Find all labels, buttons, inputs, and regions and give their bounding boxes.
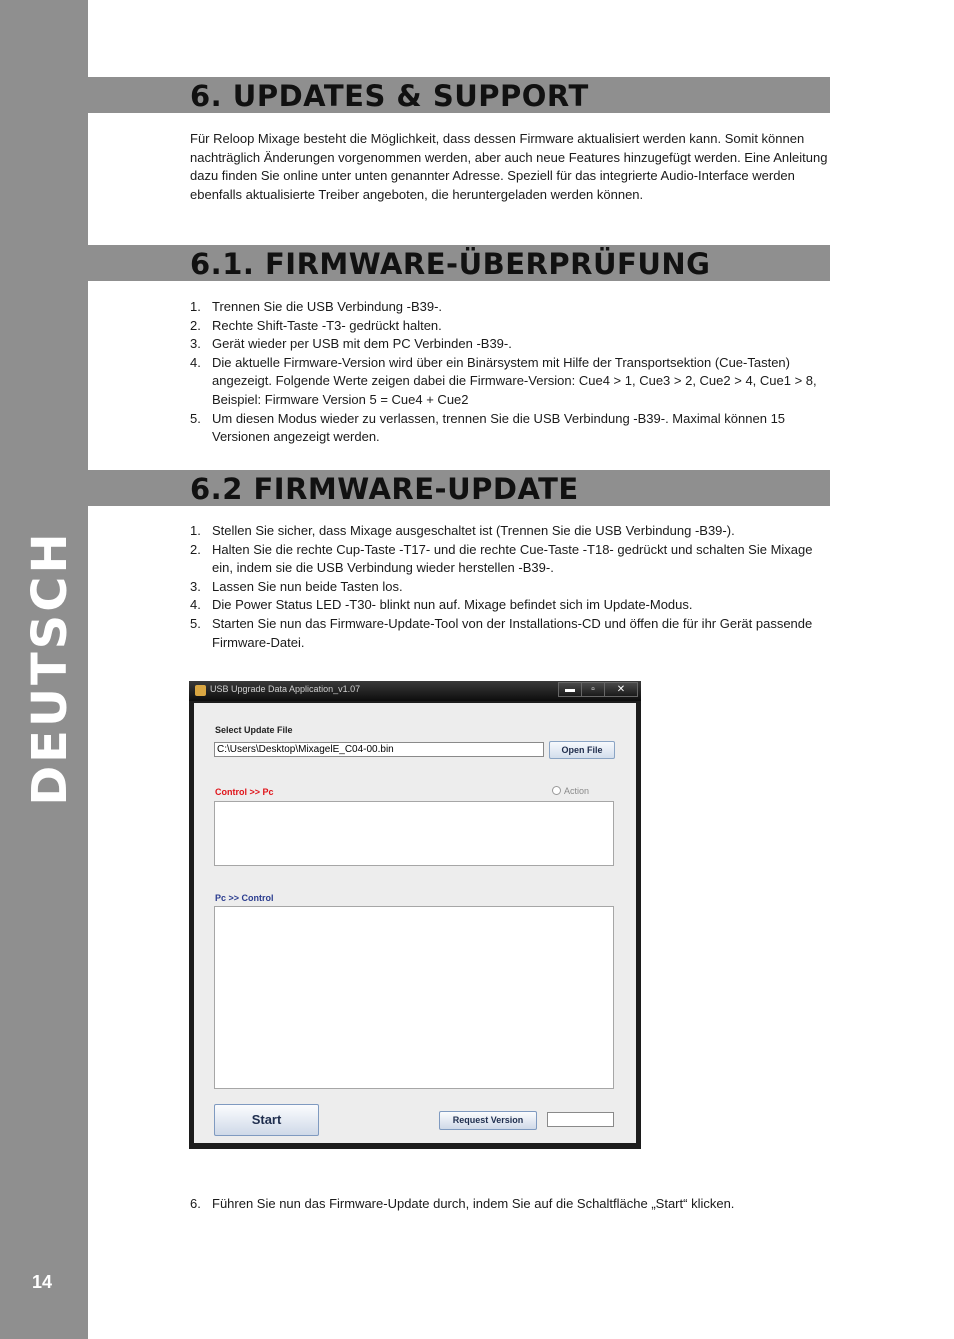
section-title: 6.2 FIRMWARE-UPDATE [190,472,579,506]
list-text: Stellen Sie sicher, dass Mixage ausgeschaltet ist (Trennen Sie die USB Verbindung -B39-). [212,523,735,538]
section-title: 6. UPDATES & SUPPORT [190,79,589,113]
firmware-update-steps [190,522,830,652]
list-text: Starten Sie nun das Firmware-Update-Tool von der Installations-CD und öffen die für ihr Gerät passende Firmware-Datei. [212,615,813,650]
list-text: Die aktuelle Firmware-Version wird über ein Binärsystem mit Hilfe der Transportsektion (Cue-Tasten) angezeigt. Folgende Werte zeigen dabei die Firmware-Version: Cue4 > 1, Cue3 > 2, Cue2 > 4, Cue1 > 8, Beispiel: Firmware Version 5 = Cue4 + Cue2 [212,354,817,407]
section-heading-firmware-check [88,245,830,281]
firmware-update-final-step [190,1195,830,1214]
close-icon[interactable]: ✕ [604,682,638,697]
list-item [190,410,830,447]
page-number: 14 [32,1272,53,1292]
list-text: Die Power Status LED -T30- blinkt nun auf. Mixage befindet sich im Update-Modus. [212,597,693,613]
list-item [190,578,830,597]
file-path-input[interactable] [214,742,544,757]
request-version-button[interactable]: Request Version [439,1111,537,1130]
window-title: USB Upgrade Data Application_v1.07 [210,684,361,694]
list-text: Um diesen Modus wieder zu verlassen, trennen Sie die USB Verbindung -B39-. Maximal können 15 Versionen angezeigt werden. [212,410,786,445]
list-number: 1. [190,523,201,538]
list-item [190,354,830,410]
update-tool-window [189,681,641,1149]
app-icon [195,685,206,696]
radio-icon[interactable] [552,786,561,795]
list-item [190,335,830,354]
action-label: Action [564,786,590,796]
list-number: 3. [190,336,201,352]
list-item [190,615,830,652]
section-title: 6.1. FIRMWARE-ÜBERPRÜFUNG [190,247,711,281]
list-item [190,298,830,317]
maximize-icon[interactable]: ▫ [581,682,605,697]
list-number: 5. [190,615,201,631]
list-number: 1. [190,299,201,314]
list-item [190,596,830,615]
list-number: 2. [190,317,201,333]
list-item [190,1195,830,1214]
list-number: 4. [190,354,201,370]
pc-to-control-label: Pc >> Control [215,893,274,903]
window-body [194,703,636,1143]
action-radio[interactable] [552,786,589,796]
start-button[interactable]: Start [214,1104,319,1136]
control-to-pc-log[interactable] [214,801,614,866]
list-number: 3. [190,578,201,594]
list-text: Gerät wieder per USB mit dem PC Verbinden -B39-. [212,336,512,352]
list-number: 5. [190,410,201,426]
language-label: DEUTSCH [22,530,78,806]
list-number: 4. [190,597,201,613]
select-file-label: Select Update File [215,725,293,735]
list-number: 6. [190,1196,201,1211]
list-item [190,522,830,541]
list-text: Rechte Shift-Taste -T3- gedrückt halten. [212,317,442,333]
sidebar [0,0,88,1339]
list-text: Halten Sie die rechte Cup-Taste -T17- und die rechte Cue-Taste -T18- gedrückt und schalten Sie Mixage ein, indem sie die USB Verbindung wieder herstellen -B39-. [212,541,813,576]
pc-to-control-log[interactable] [214,906,614,1089]
open-file-button[interactable]: Open File [549,741,615,759]
version-field[interactable] [547,1112,614,1127]
list-text: Trennen Sie die USB Verbindung -B39-. [212,299,443,314]
list-number: 2. [190,541,201,557]
list-text: Lassen Sie nun beide Tasten los. [212,578,403,594]
list-item [190,541,830,578]
window-titlebar [189,681,641,701]
control-to-pc-label: Control >> Pc [215,787,274,797]
updates-paragraph: Für Reloop Mixage besteht die Möglichkeit, dass dessen Firmware aktualisiert werden kann. Somit können nachträglich Änderungen vorgenommen werden, aber auch neue Features hinzugefügt werden. Eine Anleitung dazu finden Sie online unter unten genannter Adresse. Speziell für das integrierte Audio-Interface werden ebenfalls aktualisierte Treiber angeboten, die heruntergeladen werden können. [190,131,828,202]
firmware-check-steps [190,298,830,447]
section-heading-updates [88,77,830,113]
list-text: Führen Sie nun das Firmware-Update durch, indem Sie auf die Schaltfläche „Start“ klicken. [212,1196,735,1211]
section-heading-firmware-update [88,470,830,506]
list-item [190,317,830,336]
minimize-icon[interactable]: ▬ [558,682,582,697]
